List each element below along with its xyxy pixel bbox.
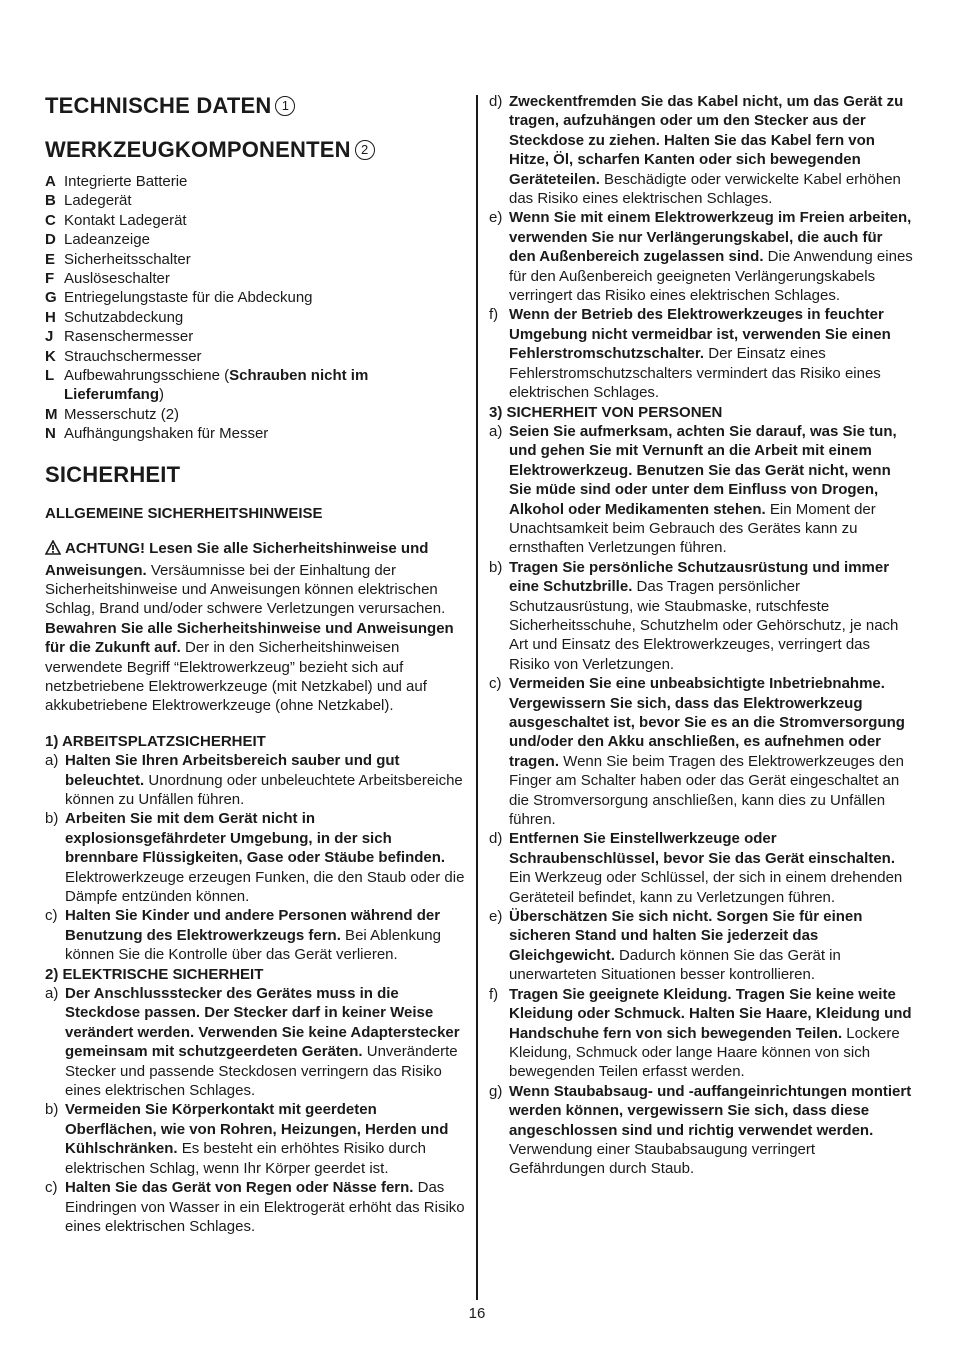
list-item: c) Halten Sie Kinder und andere Personen während der Benutzung des Elektrowerkzeugs fern. Bei Ablenkung können Sie die Kontrolle über das Gerät verlieren. — [45, 907, 441, 964]
right-column — [489, 92, 913, 1179]
heading-general-safety: ALLGEMEINE SICHERHEITSHINWEISE — [45, 504, 323, 522]
legend-item: B Ladegerät — [45, 192, 132, 210]
heading-tool-components: WERKZEUGKOMPONENTEN 2 — [45, 136, 467, 164]
list-item: a) Seien Sie aufmerksam, achten Sie darauf, was Sie tun, und gehen Sie mit Vernunft an die Arbeit mit einem Elektrowerkzeug. Benutzen Sie das Gerät nicht, wenn Sie müde sind oder unter dem Einfluss von Drogen, Alkohol oder Medikamenten stehen. Ein Moment der Unachtsamkeit beim Gebrauch des Gerätes kann zu ernsthaften Verletzungen führen. — [489, 422, 897, 557]
legend-item: J Rasenschermesser — [45, 328, 194, 346]
section-electrical-title: 2) ELEKTRISCHE SICHERHEIT — [45, 965, 264, 983]
legend-item: A Integrierte Batterie — [45, 173, 188, 190]
figure-ref-2: 2 — [355, 140, 375, 160]
list-item: b) Arbeiten Sie mit dem Gerät nicht in explosionsgefährdeter Umgebung, in der sich brennbare Flüssigkeiten, Gase oder Stäube befinden. Elektrowerkzeuge erzeugen Funken, die den Staub oder die Dämpfe entzünden können. — [45, 810, 465, 905]
list-item: f) Wenn der Betrieb des Elektrowerkzeuges in feuchter Umgebung nicht vermeidbar ist, verwenden Sie einen Fehlerstromschutzschalter. Der Einsatz eines Fehlerstromschutzschalters vermindert das Risiko eines elektrischen Schlages. — [489, 306, 891, 402]
figure-ref-1: 1 — [275, 96, 295, 116]
legend-item: H Schutzabdeckung — [45, 308, 184, 326]
list-item: a) Der Anschlussstecker des Gerätes muss in die Steckdose passen. Der Stecker darf in keiner Weise verändert werden. Verwenden Sie keine Adapterstecker gemeinsam mit schutzgeerdeten Geräten. Unveränderte Stecker und passende Steckdosen verringern das Risiko eines elektrischen Schlages. — [45, 985, 460, 1100]
list-item: e) Überschätzen Sie sich nicht. Sorgen Sie für einen sicheren Stand und halten Sie jederzeit das Gleichgewicht. Dadurch können Sie das Gerät in unerwarteten Situationen besser kontrollieren. — [489, 908, 863, 984]
legend-item: L Aufbewahrungsschiene (Schrauben nicht im Lieferumfang) — [45, 367, 369, 404]
legend-item: D Ladeanzeige — [45, 231, 150, 249]
heading-technical-data: TECHNISCHE DATEN 1 — [45, 92, 467, 120]
list-item: d) Zweckentfremden Sie das Kabel nicht, um das Gerät zu tragen, aufzuhängen oder um den Stecker aus der Steckdose zu ziehen. Halten Sie das Kabel fern von Hitze, Öl, scharfen Kanten oder sich bewegenden Geräteteilen. Beschädigte oder verwickelte Kabel erhöhen das Risiko eines elektrischen Schlages. — [489, 93, 904, 208]
warning-triangle-icon — [45, 540, 61, 560]
page-number: 16 — [468, 1305, 486, 1322]
legend-item: M Messerschutz (2) — [45, 405, 180, 423]
section-personal-title: 3) SICHERHEIT VON PERSONEN — [489, 403, 723, 421]
legend-item: F Auslöseschalter — [45, 270, 170, 288]
legend-list — [45, 172, 467, 366]
list-item: c) Vermeiden Sie eine unbeabsichtigte Inbetriebnahme. Vergewissern Sie sich, dass das Elektrowerkzeug ausgeschaltet ist, bevor Sie es an die Stromversorgung und/oder den Akku anschließen, es aufnehmen oder tragen. Wenn Sie beim Tragen des Elektrowerkzeuges den Finger am Schalter haben oder das Gerät eingeschaltet an die Stromversorgung anschließen, kann dies zu Unfällen führen. — [489, 675, 905, 829]
list-item: b) Vermeiden Sie Körperkontakt mit geerdeten Oberflächen, wie von Rohren, Heizungen, Herden und Kühlschränken. Es besteht ein erhöhtes Risiko durch elektrischen Schlag, wenn Ihr Körper geerdet ist. — [45, 1101, 449, 1177]
section-personal — [489, 422, 913, 1179]
section-electrical-continued — [489, 92, 913, 403]
warning-paragraph: ACHTUNG! Lesen Sie alle Sicherheitshinweise und Anweisungen. Versäumnisse bei der Einhaltung der Sicherheitshinweise und Anweisungen können elektrischen Schlag, Brand und/oder schwere Verletzungen verursachen. Bewahren Sie alle Sicherheitshinweise und Anweisungen für die Zukunft auf. Der in den Sicherheitshinweisen verwendete Begriff “Elektrowerkzeug” bezieht sich auf netzbetriebene Elektrowerkzeuge (mit Netzkabel) und auf akkubetriebene Elektrowerkzeuge (ohne Netzkabel). — [45, 540, 454, 715]
list-item: a) Halten Sie Ihren Arbeitsbereich sauber und gut beleuchtet. Unordnung oder unbeleuchtete Arbeitsbereiche können zu Unfällen führen. — [45, 752, 463, 808]
list-item: b) Tragen Sie persönliche Schutzausrüstung und immer eine Schutzbrille. Das Tragen persönlicher Schutzausrüstung, wie Staubmaske, rutschfeste Sicherheitsschuhe, Schutzhelm oder Gehörschutz, je nach Art und Einsatz des Elektrowerkzeuges, verringert das Risiko von Verletzungen. — [489, 558, 899, 673]
component-legend — [45, 172, 467, 444]
list-item: d) Entfernen Sie Einstellwerkzeuge oder Schraubenschlüssel, bevor Sie das Gerät einschalten. Ein Werkzeug oder Schlüssel, der sich in einem drehenden Geräteteil befindet, kann zu Verletzungen führen. — [489, 830, 903, 906]
list-item: c) Halten Sie das Gerät von Regen oder Nässe fern. Das Eindringen von Wasser in ein Elektrogerät erhöht das Risiko eines elektrischen Schlages. — [45, 1179, 465, 1235]
legend-item: E Sicherheitsschalter — [45, 250, 191, 268]
legend-item: N Aufhängungshaken für Messer — [45, 425, 269, 443]
list-item: g) Wenn Staubabsaug- und -auffangeinrichtungen montiert werden können, vergewissern Sie sich, dass diese angeschlossen sind und richtig verwendet werden. Verwendung einer Staubabsaugung verringert Gefährdungen durch Staub. — [489, 1082, 912, 1178]
legend-item: K Strauchschermesser — [45, 347, 202, 365]
list-item: f) Tragen Sie geeignete Kleidung. Tragen Sie keine weite Kleidung oder Schmuck. Halten Sie Haare, Kleidung und Handschuhe fern von sich bewegenden Teilen. Lockere Kleidung, Schmuck oder lange Haare können von sich bewegenden Teilen erfasst werden. — [489, 985, 912, 1081]
section-workplace-title: 1) ARBEITSPLATZSICHERHEIT — [45, 732, 266, 750]
left-column — [45, 92, 467, 1236]
legend-item: C Kontakt Ladegerät — [45, 211, 187, 229]
section-workplace — [45, 751, 467, 964]
list-item: e) Wenn Sie mit einem Elektrowerkzeug im Freien arbeiten, verwenden Sie nur Verlängerungskabel, die auch für den Außenbereich zugelassen sind. Die Anwendung eines für den Außenbereich geeigneten Verlängerungskabels verringert das Risiko eines elektrischen Schlages. — [489, 209, 913, 305]
section-electrical — [45, 984, 467, 1236]
heading-safety: SICHERHEIT — [45, 461, 181, 487]
column-divider — [476, 95, 478, 1300]
legend-item: G Entriegelungstaste für die Abdeckung — [45, 289, 313, 307]
